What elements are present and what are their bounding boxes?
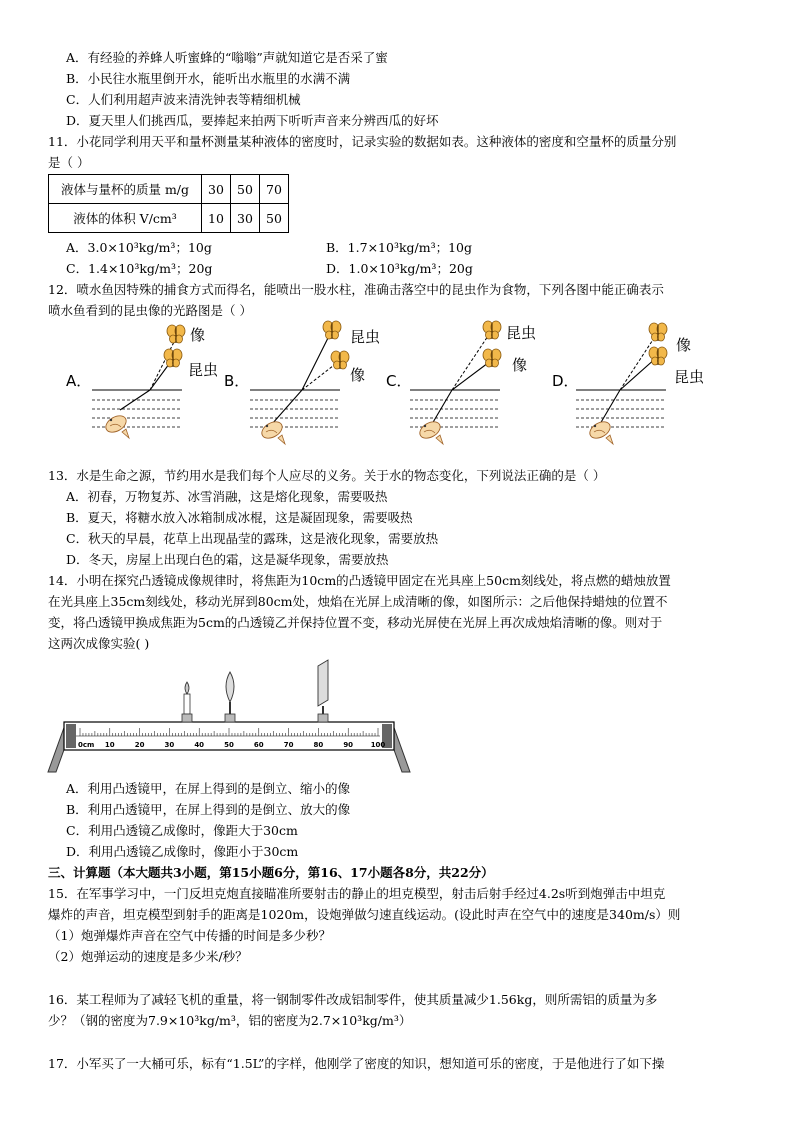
image-label: 像 xyxy=(350,366,366,384)
scale-tick-label: 100 xyxy=(370,741,386,749)
q12-diagram-a xyxy=(66,325,218,438)
q14-option-c: C．利用凸透镜乙成像时，像距大于30cm xyxy=(66,823,298,838)
scale-tick-label: 40 xyxy=(194,741,205,749)
q10-option-d: D．夏天里人们挑西瓜，要捧起来拍两下听听声音来分辨西瓜的好坏 xyxy=(66,113,439,128)
q14-stem-4: 这两次成像实验( ) xyxy=(48,636,150,651)
q12-diagram-c xyxy=(386,321,536,444)
image-label: 像 xyxy=(512,356,528,374)
q13-option-c: C．秋天的早晨，花草上出现晶莹的露珠，这是液化现象，需要放热 xyxy=(66,531,439,546)
scale-tick-label: 0cm xyxy=(78,741,95,749)
q11-option-d: D．1.0×10³kg/m³；20g xyxy=(326,261,473,276)
section-heading: 三、计算题（本大题共3小题，第15小题6分，第16、17小题各8分，共22分） xyxy=(48,865,494,880)
q11-data-table xyxy=(48,174,289,233)
optical-bench-diagram xyxy=(44,656,414,778)
q14-option-b: B．利用凸透镜甲，在屏上得到的是倒立、放大的像 xyxy=(66,802,351,817)
candle xyxy=(182,682,192,722)
diagram-option-label: D． xyxy=(552,372,579,390)
q10-option-c: C．人们利用超声波来清洗钟表等精细机械 xyxy=(66,92,301,107)
diagram-option-label: C． xyxy=(386,372,412,390)
q13-option-a: A．初春，万物复苏、冰雪消融，这是熔化现象，需要吸热 xyxy=(66,489,388,504)
q16-stem-2: 少？（钢的密度为7.9×10³kg/m³，铝的密度为2.7×10³kg/m³） xyxy=(48,1013,412,1028)
q14-option-a: A．利用凸透镜甲，在屏上得到的是倒立、缩小的像 xyxy=(66,781,351,796)
q15-stem-2: 爆炸的声音，坦克模型到射手的距离是1020m，设炮弹做匀速直线运动。(设此时声在空气中的速度是340m/s）则 xyxy=(48,907,681,922)
q12-diagram-b xyxy=(224,321,380,444)
table-cell: 液体与量杯的质量 m/g xyxy=(49,175,202,204)
scale-tick-label: 60 xyxy=(253,741,264,749)
table-cell: 70 xyxy=(260,175,289,204)
table-cell: 50 xyxy=(231,175,260,204)
table-cell: 30 xyxy=(202,175,231,204)
q11-stem-1: 11．小花同学利用天平和量杯测量某种液体的密度时，记录实验的数据如表。这种液体的密度和空量杯的质量分别 xyxy=(48,134,677,149)
table-cell: 50 xyxy=(260,204,289,233)
q17-stem: 17．小军买了一大桶可乐，标有“1.5L”的字样，他刚学了密度的知识，想知道可乐的密度，于是他进行了如下操 xyxy=(48,1056,665,1071)
q10-option-a: A．有经验的养蜂人听蜜蜂的“嗡嗡”声就知道它是否采了蜜 xyxy=(66,50,388,65)
q13-stem: 13．水是生命之源，节约用水是我们每个人应尽的义务。关于水的物态变化，下列说法正确的是（ ） xyxy=(48,468,606,483)
scale-tick-label: 50 xyxy=(224,741,234,749)
q10-option-b: B．小民往水瓶里倒开水，能听出水瓶里的水满不满 xyxy=(66,71,351,86)
q12-stem-1: 12．喷水鱼因特殊的捕食方式而得名，能喷出一股水柱，准确击落空中的昆虫作为食物，下列各图中能正确表示 xyxy=(48,282,664,297)
q15-sub-1: （1）炮弹爆炸声音在空气中传播的时间是多少秒？ xyxy=(48,928,331,943)
q12-diagram-d xyxy=(552,323,704,444)
q11-stem-2: 是（ ） xyxy=(48,155,90,170)
table-cell: 液体的体积 V/cm³ xyxy=(49,204,202,233)
diagram-option-label: B． xyxy=(224,372,250,390)
q15-sub-2: （2）炮弹运动的速度是多少米/秒？ xyxy=(48,949,248,964)
diagram-option-label: A． xyxy=(66,372,92,390)
q14-stem-1: 14．小明在探究凸透镜成像规律时，将焦距为10cm的凸透镜甲固定在光具座上50cm刻线处，将点燃的蜡烛放置 xyxy=(48,573,671,588)
scale-tick-label: 10 xyxy=(104,741,115,749)
scale-tick-label: 30 xyxy=(164,741,175,749)
image-label: 像 xyxy=(676,336,692,354)
q12-stem-2: 喷水鱼看到的昆虫像的光路图是（ ） xyxy=(48,303,252,318)
scale-tick-label: 70 xyxy=(283,741,294,749)
image-label: 像 xyxy=(190,326,206,344)
insect-label: 昆虫 xyxy=(188,361,219,379)
insect-label: 昆虫 xyxy=(506,324,537,342)
insect-label: 昆虫 xyxy=(350,328,381,346)
table-cell: 10 xyxy=(202,204,231,233)
insect-label: 昆虫 xyxy=(674,368,705,386)
q14-stem-2: 在光具座上35cm刻线处，移动光屏到80cm处，烛焰在光屏上成清晰的像，如图所示：之后他保持蜡烛的位置不 xyxy=(48,594,668,609)
table-row xyxy=(49,204,289,233)
q14-option-d: D．利用凸透镜乙成像时，像距小于30cm xyxy=(66,844,299,859)
q13-option-d: D．冬天，房屋上出现白色的霜，这是凝华现象，需要放热 xyxy=(66,552,389,567)
q11-option-b: B．1.7×10³kg/m³；10g xyxy=(326,240,473,255)
scale-tick-label: 80 xyxy=(313,741,324,749)
q15-stem-1: 15．在军事学习中，一门反坦克炮直接瞄准所要射击的静止的坦克模型，射击后射手经过4.2s听到炮弹击中坦克 xyxy=(48,886,666,901)
scale-tick-label: 20 xyxy=(134,741,145,749)
scale-tick-label: 90 xyxy=(343,741,354,749)
light-screen xyxy=(318,660,328,722)
table-row xyxy=(49,175,289,204)
convex-lens xyxy=(225,672,235,722)
table-cell: 30 xyxy=(231,204,260,233)
q11-option-a: A．3.0×10³kg/m³；10g xyxy=(66,240,212,255)
q16-stem-1: 16．某工程师为了减轻飞机的重量，将一钢制零件改成铝制零件，使其质量减少1.56kg，则所需铝的质量为多 xyxy=(48,992,658,1007)
q12-light-path-diagrams xyxy=(60,320,750,450)
q13-option-b: B．夏天，将糖水放入冰箱制成冰棍，这是凝固现象，需要吸热 xyxy=(66,510,413,525)
q11-option-c: C．1.4×10³kg/m³；20g xyxy=(66,261,213,276)
q14-stem-3: 变，将凸透镜甲换成焦距为5cm的凸透镜乙并保持位置不变，移动光屏使在光屏上再次成烛焰清晰的像。则对于 xyxy=(48,615,663,630)
